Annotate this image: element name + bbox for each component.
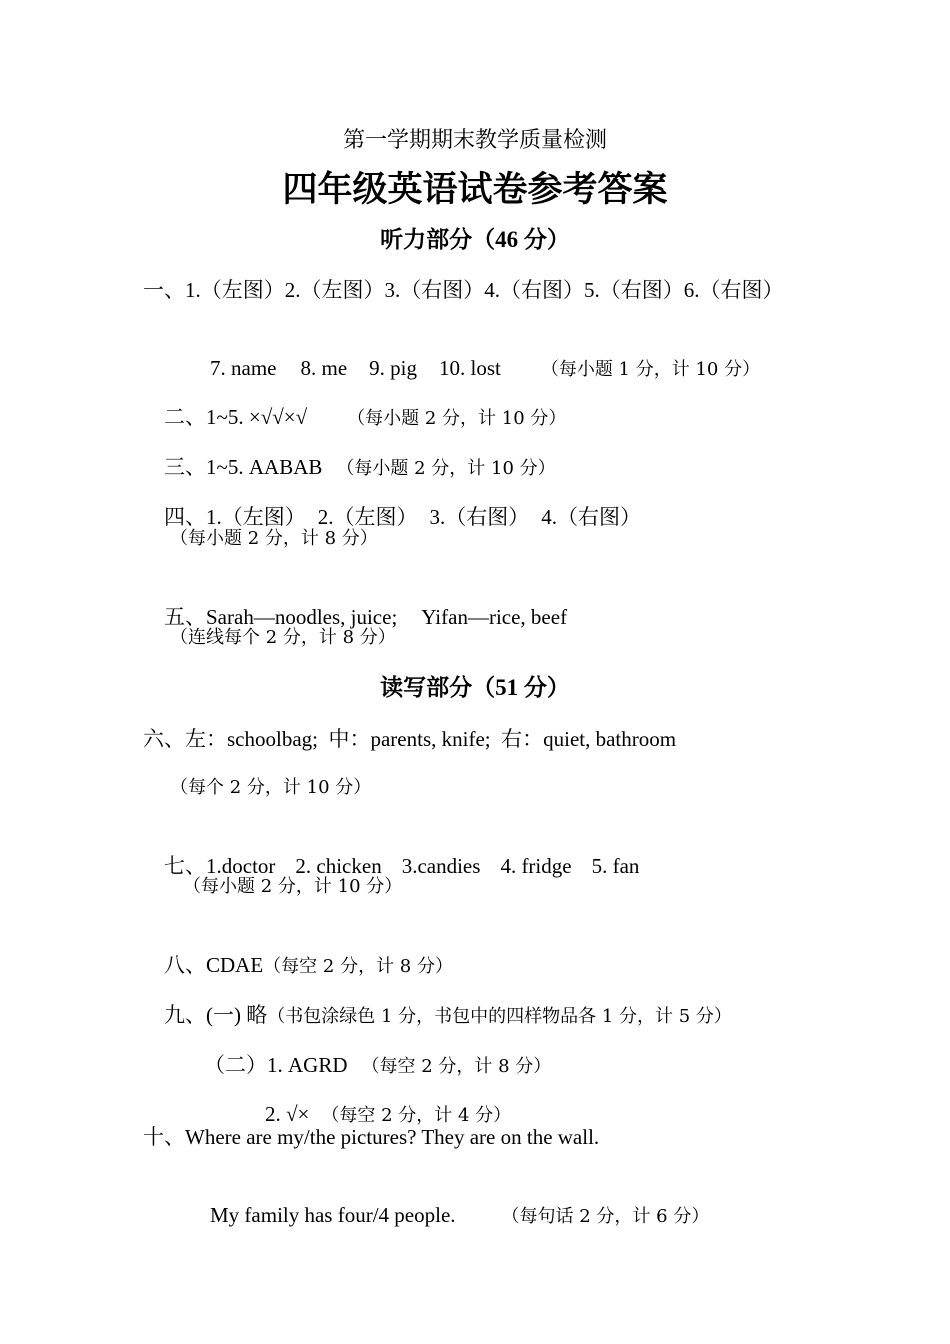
q9-part1-answer: 九、(一) 略 (164, 1003, 268, 1027)
q8-score-note: （每空 2 分，计 8 分） (263, 956, 453, 977)
q8-answer: 八、CDAE (164, 953, 264, 977)
q9-part2-answer: （二）1. AGRD (204, 1053, 348, 1077)
q4-label: 四、 (164, 505, 206, 529)
q7-score-note: （每小题 2 分，计 10 分） (183, 876, 403, 897)
q4-answer-2: 2.（左图） (317, 505, 418, 529)
q4-answer-4: 4.（右图） (541, 505, 641, 529)
q1-answer-10: 10. lost (438, 356, 501, 380)
q7-answer-4: 4. fridge (500, 854, 572, 878)
q1-line1: 一、1.（左图）2.（左图）3.（右图）4.（右图）5.（右图）6.（右图） (143, 278, 784, 302)
document-title: 四年级英语试卷参考答案 (282, 170, 668, 209)
q4-score-note: （每小题 2 分，计 8 分） (170, 528, 378, 549)
q4-answer-1: 1.（左图） (206, 505, 306, 529)
q9-part1-score-note: （书包涂绿色 1 分，书包中的四样物品各 1 分，计 5 分） (267, 1006, 732, 1027)
q5-label: 五、 (164, 605, 206, 629)
document-subtitle: 第一学期期末教学质量检测 (342, 127, 607, 152)
q9-part3-answer: 2. √× (265, 1102, 310, 1126)
q5-answer-yifan: Yifan—rice, beef (421, 605, 568, 629)
reading-section-heading: 读写部分（51 分） (380, 675, 570, 700)
q10-line1: 十、Where are my/the pictures? They are on the wall. (143, 1125, 600, 1149)
q1-score-note: （每小题 1 分，计 10 分） (540, 359, 761, 380)
q1-answer-7: 7. name (210, 356, 277, 380)
q2-score-note: （每小题 2 分，计 10 分） (347, 408, 567, 429)
q1-answer-9: 9. pig (369, 356, 417, 380)
q7-label: 七、 (164, 854, 206, 878)
q6-line: 六、左：schoolbag; 中：parents, knife; 右：quiet, bathroom (143, 727, 677, 751)
listening-section-heading: 听力部分（46 分） (380, 227, 570, 252)
q1-answer-8: 8. me (300, 356, 348, 380)
q7-answer-1: 1.doctor (206, 854, 276, 878)
q4-answer-3: 3.（右图） (429, 505, 530, 529)
q3-score-note: （每小题 2 分，计 10 分） (336, 458, 556, 479)
q10-answer: My family has four/4 people. (210, 1203, 456, 1227)
q6-score-note: （每个 2 分，计 10 分） (170, 777, 372, 798)
q7-answer-5: 5. fan (591, 854, 640, 878)
q3-answer: 三、1~5. AABAB (164, 455, 323, 479)
q2-answer: 二、1~5. ×√√×√ (164, 405, 308, 429)
q7-answer-2: 2. chicken (295, 854, 382, 878)
q7-answer-3: 3.candies (401, 854, 481, 878)
q5-answer-sarah: Sarah—noodles, juice; (206, 605, 398, 629)
q9-part3-score-note: （每空 2 分，计 4 分） (321, 1105, 512, 1126)
q5-score-note: （连线每个 2 分，计 8 分） (170, 627, 396, 648)
q10-score-note: （每句话 2 分，计 6 分） (501, 1206, 710, 1227)
q10-line2 (189, 1173, 709, 1259)
q9-part2-score-note: （每空 2 分，计 8 分） (361, 1056, 552, 1077)
